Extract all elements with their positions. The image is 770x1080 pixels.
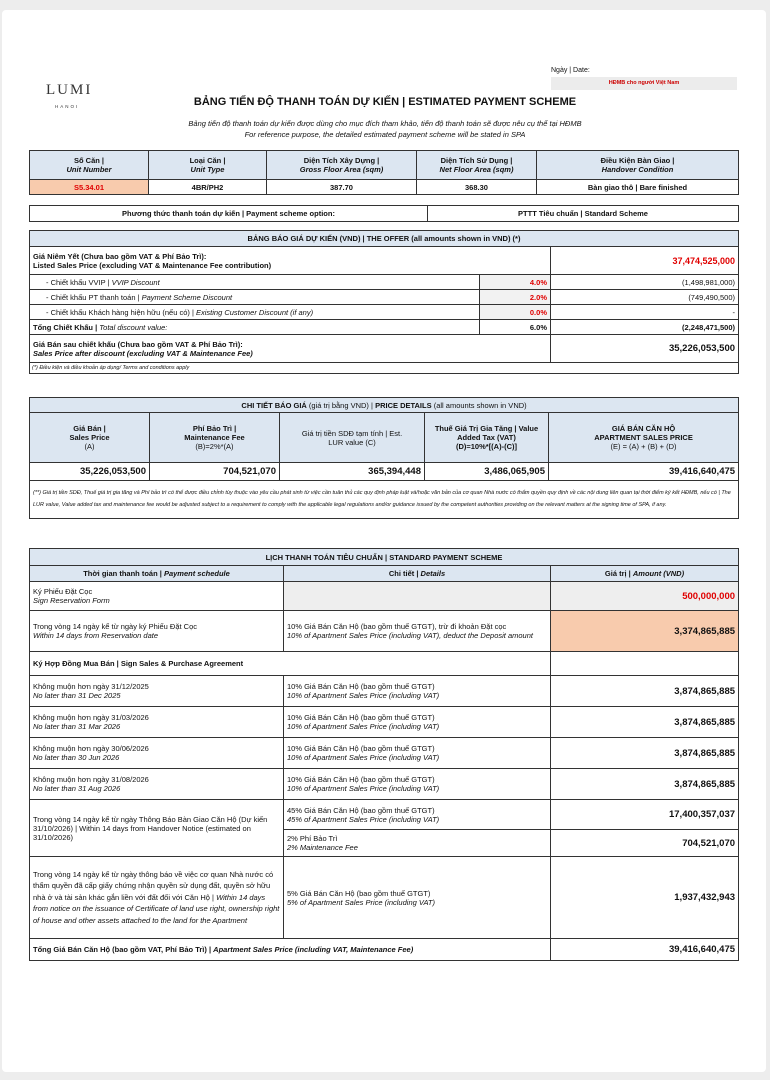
page-title: BẢNG TIẾN ĐỘ THANH TOÁN DỰ KIẾN | ESTIMATED PAYMENT SCHEME xyxy=(193,96,577,108)
deposit-amount[interactable]: 500,000,000 xyxy=(551,582,739,611)
discount-label: - Chiết khấu PT thanh toán | Payment Scheme Discount xyxy=(30,290,480,305)
schedule-detail: 2% Phí Bảo Trì 2% Maintenance Fee xyxy=(284,830,551,857)
schedule-detail xyxy=(284,582,551,611)
offer-title: BẢNG BÁO GIÁ DỰ KIẾN (VND) | THE OFFER (all amounts shown in VND) (*) xyxy=(30,231,739,247)
discount-pct[interactable]: 4.0% xyxy=(480,275,551,290)
discount-value: (1,498,981,000) xyxy=(551,275,739,290)
handover-time: Trong vòng 14 ngày kể từ ngày Thông Báo Bàn Giao Căn Hộ (Dự kiến 31/10/2026) | Within 14 days from Handover Notice (estimated on 31/10/2026) xyxy=(30,800,284,857)
total-discount-pct: 6.0% xyxy=(480,320,551,335)
schedule-detail: 10% Giá Bán Căn Hộ (bao gồm thuế GTGT) 10% of Apartment Sales Price (including VAT) xyxy=(284,769,551,800)
schedule-amount: 3,374,865,885 xyxy=(551,611,739,652)
schedule-col-header: Chi tiết | Details xyxy=(284,566,551,582)
after-discount-label: Giá Bán sau chiết khấu (Chưa bao gồm VAT & Phí Bảo Trì): Sales Price after discount (excluding VAT & Maintenance Fee) xyxy=(30,335,551,363)
unit-header: Diện Tích Xây Dựng | Gross Floor Area (sqm) xyxy=(267,151,417,180)
date-field[interactable]: HĐMB cho người Việt Nam xyxy=(551,77,737,90)
details-header: Phí Bảo Trì | Maintenance Fee (B)=2%*(A) xyxy=(150,413,280,463)
details-header: Giá Bán | Sales Price (A) xyxy=(30,413,150,463)
details-table xyxy=(29,397,739,519)
schedule-detail: 45% Giá Bán Căn Hộ (bao gồm thuế GTGT) 45% of Apartment Sales Price (including VAT) xyxy=(284,800,551,830)
discount-value: - xyxy=(551,305,739,320)
details-title: CHI TIẾT BÁO GIÁ (giá trị bằng VND) | PRICE DETAILS (all amounts shown in VND) xyxy=(30,398,739,413)
after-discount-value: 35,226,053,500 xyxy=(551,335,739,363)
scheme-label: Phương thức thanh toán dự kiến | Payment scheme option: xyxy=(30,206,428,222)
unit-number: S5.34.01 xyxy=(30,180,149,195)
schedule-detail: 10% Giá Bán Căn Hộ (bao gồm thuế GTGT) 10% of Apartment Sales Price (including VAT) xyxy=(284,738,551,769)
schedule-amount: 3,874,865,885 xyxy=(551,707,739,738)
schedule-amount: 1,937,432,943 xyxy=(551,857,739,939)
spa-label: Ký Hợp Đồng Mua Bán | Sign Sales & Purchase Agreement xyxy=(30,652,551,676)
schedule-detail: 5% Giá Bán Căn Hộ (bao gồm thuế GTGT) 5% of Apartment Sales Price (including VAT) xyxy=(284,857,551,939)
schedule-detail: 10% Giá Bán Căn Hộ (bao gồm thuế GTGT), trừ đi khoản Đặt cọc 10% of Apartment Sales Price (including VAT), deduct the Deposit amount xyxy=(284,611,551,652)
logo-subtitle: HANOI xyxy=(55,104,80,109)
schedule-time: Không muộn hơn ngày 31/03/2026 No later than 31 Mar 2026 xyxy=(30,707,284,738)
offer-table xyxy=(29,230,739,374)
schedule-detail: 10% Giá Bán Căn Hộ (bao gồm thuế GTGT) 10% of Apartment Sales Price (including VAT) xyxy=(284,707,551,738)
intro-vi: Bảng tiến độ thanh toán dự kiến được dùng cho mục đích tham khảo, tiến độ thanh toán sẽ được nêu cụ thể tại HĐMB xyxy=(188,119,582,128)
schedule-col-header: Thời gian thanh toán | Payment schedule xyxy=(30,566,284,582)
details-header: Thuế Giá Trị Gia Tăng | Value Added Tax (VAT) (D)=10%*[(A)-(C)] xyxy=(425,413,549,463)
total-discount-value: (2,248,471,500) xyxy=(551,320,739,335)
details-header: GIÁ BÁN CĂN HỘ APARTMENT SALES PRICE (E) = (A) + (B) + (D) xyxy=(549,413,739,463)
vat-value: 3,486,065,905 xyxy=(425,463,549,481)
unit-header: Loại Căn | Unit Type xyxy=(149,151,267,180)
scheme-table xyxy=(29,205,739,222)
unit-table xyxy=(29,150,739,195)
certificate-time: Trong vòng 14 ngày kể từ ngày thông báo về việc cơ quan Nhà nước có thẩm quyền đã cấp giấy chứng nhận quyền sử dụng đất, quyền sở hữu nhà ở và tài sản khác gắn liền với đất đối với Căn Hộ | Within 14 days from notice on the issuance of Certificate of land use right, ownership right of house and other assets attached to the land for the Apartment xyxy=(30,857,284,939)
discount-pct[interactable]: 2.0% xyxy=(480,290,551,305)
schedule-amount: 17,400,357,037 xyxy=(551,800,739,830)
terms-note: (*) Điều kiện và điều khoản áp dụng/ Terms and conditions apply xyxy=(30,363,739,374)
schedule-table xyxy=(29,548,739,961)
unit-type: 4BR/PH2 xyxy=(149,180,267,195)
discount-label: - Chiết khấu Khách hàng hiện hữu (nếu có) | Existing Customer Discount (if any) xyxy=(30,305,480,320)
sales-price-value: 35,226,053,500 xyxy=(30,463,150,481)
schedule-time: Ký Phiếu Đặt Cọc Sign Reservation Form xyxy=(30,582,284,611)
handover-condition: Bàn giao thô | Bare finished xyxy=(537,180,739,195)
maintenance-fee-value: 704,521,070 xyxy=(150,463,280,481)
schedule-detail: 10% Giá Bán Căn Hộ (bao gồm thuế GTGT) 10% of Apartment Sales Price (including VAT) xyxy=(284,676,551,707)
gross-area: 387.70 xyxy=(267,180,417,195)
schedule-total-amount: 39,416,640,475 xyxy=(551,939,739,961)
schedule-amount: 704,521,070 xyxy=(551,830,739,857)
schedule-time: Trong vòng 14 ngày kể từ ngày ký Phiếu Đặt Cọc Within 14 days from Reservation date xyxy=(30,611,284,652)
schedule-time: Không muộn hơn ngày 31/12/2025 No later than 31 Dec 2025 xyxy=(30,676,284,707)
schedule-amount: 3,874,865,885 xyxy=(551,676,739,707)
details-footnote: (**) Giá trị tiền SDĐ, Thuế giá trị gia tăng và Phí bảo trì có thể được điều chỉnh tùy thuộc vào yêu cầu phát sinh từ việc cần tuân thủ các quy định pháp luật và/hoặc văn bản của cơ quan Nhà nước có thẩm quyền quy định về các nội dung liên quan tại thời điểm ký kết HĐMB, nếu có | The LUR value, Value added tax and maintenance fee would be adjusted subject to a requirement to comply with the applicable legal regulations and/or guidance issued by the competent authorities providing on the relevant matters at the signing time of SPA, if any. xyxy=(30,481,739,519)
listed-price-value: 37,474,525,000 xyxy=(551,247,739,275)
scheme-value[interactable]: PTTT Tiêu chuẩn | Standard Scheme xyxy=(428,206,739,222)
unit-header: Điều Kiện Bàn Giao | Handover Condition xyxy=(537,151,739,180)
unit-header: Số Căn | Unit Number xyxy=(30,151,149,180)
intro-en: For reference purpose, the detailed estimated payment scheme will be stated in SPA xyxy=(244,130,526,139)
schedule-total-label: Tổng Giá Bán Căn Hộ (bao gồm VAT, Phí Bảo Trì) | Apartment Sales Price (including VAT, Maintenance Fee) xyxy=(30,939,551,961)
unit-header: Diện Tích Sử Dụng | Net Floor Area (sqm) xyxy=(417,151,537,180)
schedule-time: Không muộn hơn ngày 31/08/2026 No later than 31 Aug 2026 xyxy=(30,769,284,800)
logo: LUMI xyxy=(46,82,93,98)
apartment-price-value: 39,416,640,475 xyxy=(549,463,739,481)
schedule-amount: 3,874,865,885 xyxy=(551,738,739,769)
lur-value: 365,394,448 xyxy=(280,463,425,481)
spa-empty xyxy=(551,652,739,676)
discount-label: - Chiết khấu VVIP | VVIP Discount xyxy=(30,275,480,290)
details-header: Giá trị tiền SDĐ tạm tính | Est. LUR value (C) xyxy=(280,413,425,463)
discount-pct[interactable]: 0.0% xyxy=(480,305,551,320)
date-label: Ngày | Date: xyxy=(551,67,590,74)
total-discount-label: Tổng Chiết Khấu | Total discount value: xyxy=(30,320,480,335)
net-area: 368.30 xyxy=(417,180,537,195)
schedule-title: LỊCH THANH TOÁN TIÊU CHUẨN | STANDARD PAYMENT SCHEME xyxy=(30,549,739,566)
schedule-amount: 3,874,865,885 xyxy=(551,769,739,800)
schedule-col-header: Giá trị | Amount (VND) xyxy=(551,566,739,582)
listed-price-label: Giá Niêm Yết (Chưa bao gồm VAT & Phí Bảo Trì): Listed Sales Price (excluding VAT & Maintenance Fee contribution) xyxy=(30,247,551,275)
schedule-time: Không muộn hơn ngày 30/06/2026 No later than 30 Jun 2026 xyxy=(30,738,284,769)
discount-value: (749,490,500) xyxy=(551,290,739,305)
